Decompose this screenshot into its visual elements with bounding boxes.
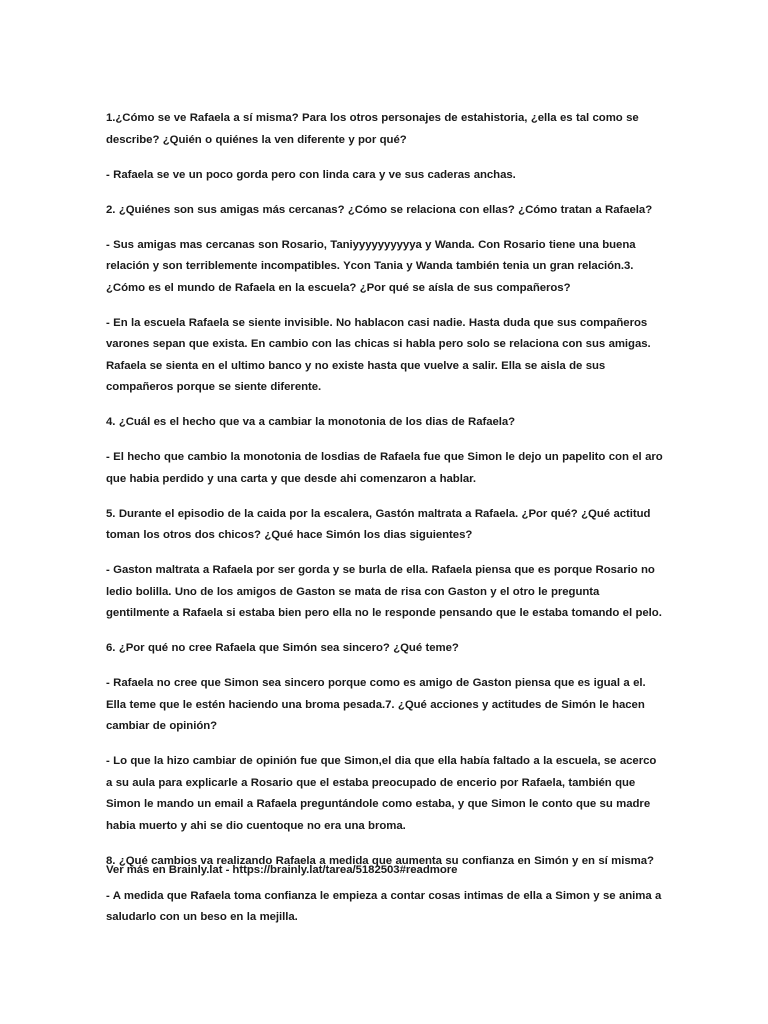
question-paragraph-6: 6. ¿Por qué no cree Rafaela que Simón sea sincero? ¿Qué teme? bbox=[106, 642, 459, 654]
answer-paragraph-8: - A medida que Rafaela toma confianza le empieza a contar cosas intimas de ella a Simon y se anima a saludarlo con un beso en la mejilla. bbox=[106, 889, 662, 923]
answer-paragraph-6: - Rafaela no cree que Simon sea sincero porque como es amigo de Gaston piensa que es igual a el. Ella teme que le estén haciendo una broma pesada.7. ¿Qué acciones y actitudes de Simón le hacen cambiar de opinión? bbox=[106, 677, 646, 732]
document-body bbox=[106, 108, 664, 942]
question-paragraph-4: 4. ¿Cuál es el hecho que va a cambiar la monotonia de los dias de Rafaela? bbox=[106, 416, 516, 428]
question-paragraph-5: 5. Durante el episodio de la caida por la escalera, Gastón maltrata a Rafaela. ¿Por qué? ¿Qué actitud toman los otros dos chicos? ¿Qué hace Simón los dias siguientes? bbox=[106, 507, 651, 541]
answer-paragraph-2: - Sus amigas mas cercanas son Rosario, Taniyyyyyyyyyya y Wanda. Con Rosario tiene una buena relación y son terriblemente incompatibles. Ycon Tania y Wanda también tenia un gran relación.3. ¿Cómo es el mundo de Rafaela en la escuela? ¿Por qué se aísla de sus compañeros? bbox=[106, 238, 636, 294]
question-paragraph-2: 2. ¿Quiénes son sus amigas más cercanas? ¿Cómo se relaciona con ellas? ¿Cómo tratan a Rafaela? bbox=[106, 203, 653, 216]
answer-paragraph-5: - Gaston maltrata a Rafaela por ser gorda y se burla de ella. Rafaela piensa que es porque Rosario no ledio bolilla. Uno de los amigos de Gaston se mata de risa con Gaston y el otro le pregunta gentilmente a Rafaela si estaba bien pero ella no le responde pensando que le estaba tomando el pelo. bbox=[106, 564, 662, 619]
answer-paragraph-3: - En la escuela Rafaela se siente invisible. No hablacon casi nadie. Hasta duda que sus compañeros varones sepan que exista. En cambio con las chicas si habla pero solo se relaciona con sus amigas. Rafaela se sienta en el ultimo banco y no existe hasta que vuelve a salir. Ella se aisla de sus compañeros porque se siente diferente. bbox=[106, 316, 651, 393]
source-attribution: Ver más en Brainly.lat - https://brainly.lat/tarea/5182503#readmore bbox=[106, 864, 458, 876]
question-paragraph-1: 1.¿Cómo se ve Rafaela a sí misma? Para los otros personajes de estahistoria, ¿ella es tal como se describe? ¿Quién o quiénes la ven diferente y por qué? bbox=[106, 112, 639, 146]
question-paragraph-8: 8. ¿Qué cambios va realizando Rafaela a medida que aumenta su confianza en Simón y en sí misma? bbox=[106, 854, 654, 867]
answer-paragraph-1: - Rafaela se ve un poco gorda pero con linda cara y ve sus caderas anchas. bbox=[106, 168, 516, 181]
answer-paragraph-7: - Lo que la hizo cambiar de opinión fue que Simon,el dia que ella había faltado a la escuela, se acerco a su aula para explicarle a Rosario que el estaba preocupado de encerio por Rafaela, también que Simon le mando un email a Rafaela preguntándole como estaba, y que Simon le conto que su madre habia muerto y ahi se dio cuentoque no era una broma. bbox=[106, 755, 657, 832]
answer-paragraph-4: - El hecho que cambio la monotonia de losdias de Rafaela fue que Simon le dejo un papelito con el aro que habia perdido y una carta y que desde ahi comenzaron a hablar. bbox=[106, 451, 663, 485]
